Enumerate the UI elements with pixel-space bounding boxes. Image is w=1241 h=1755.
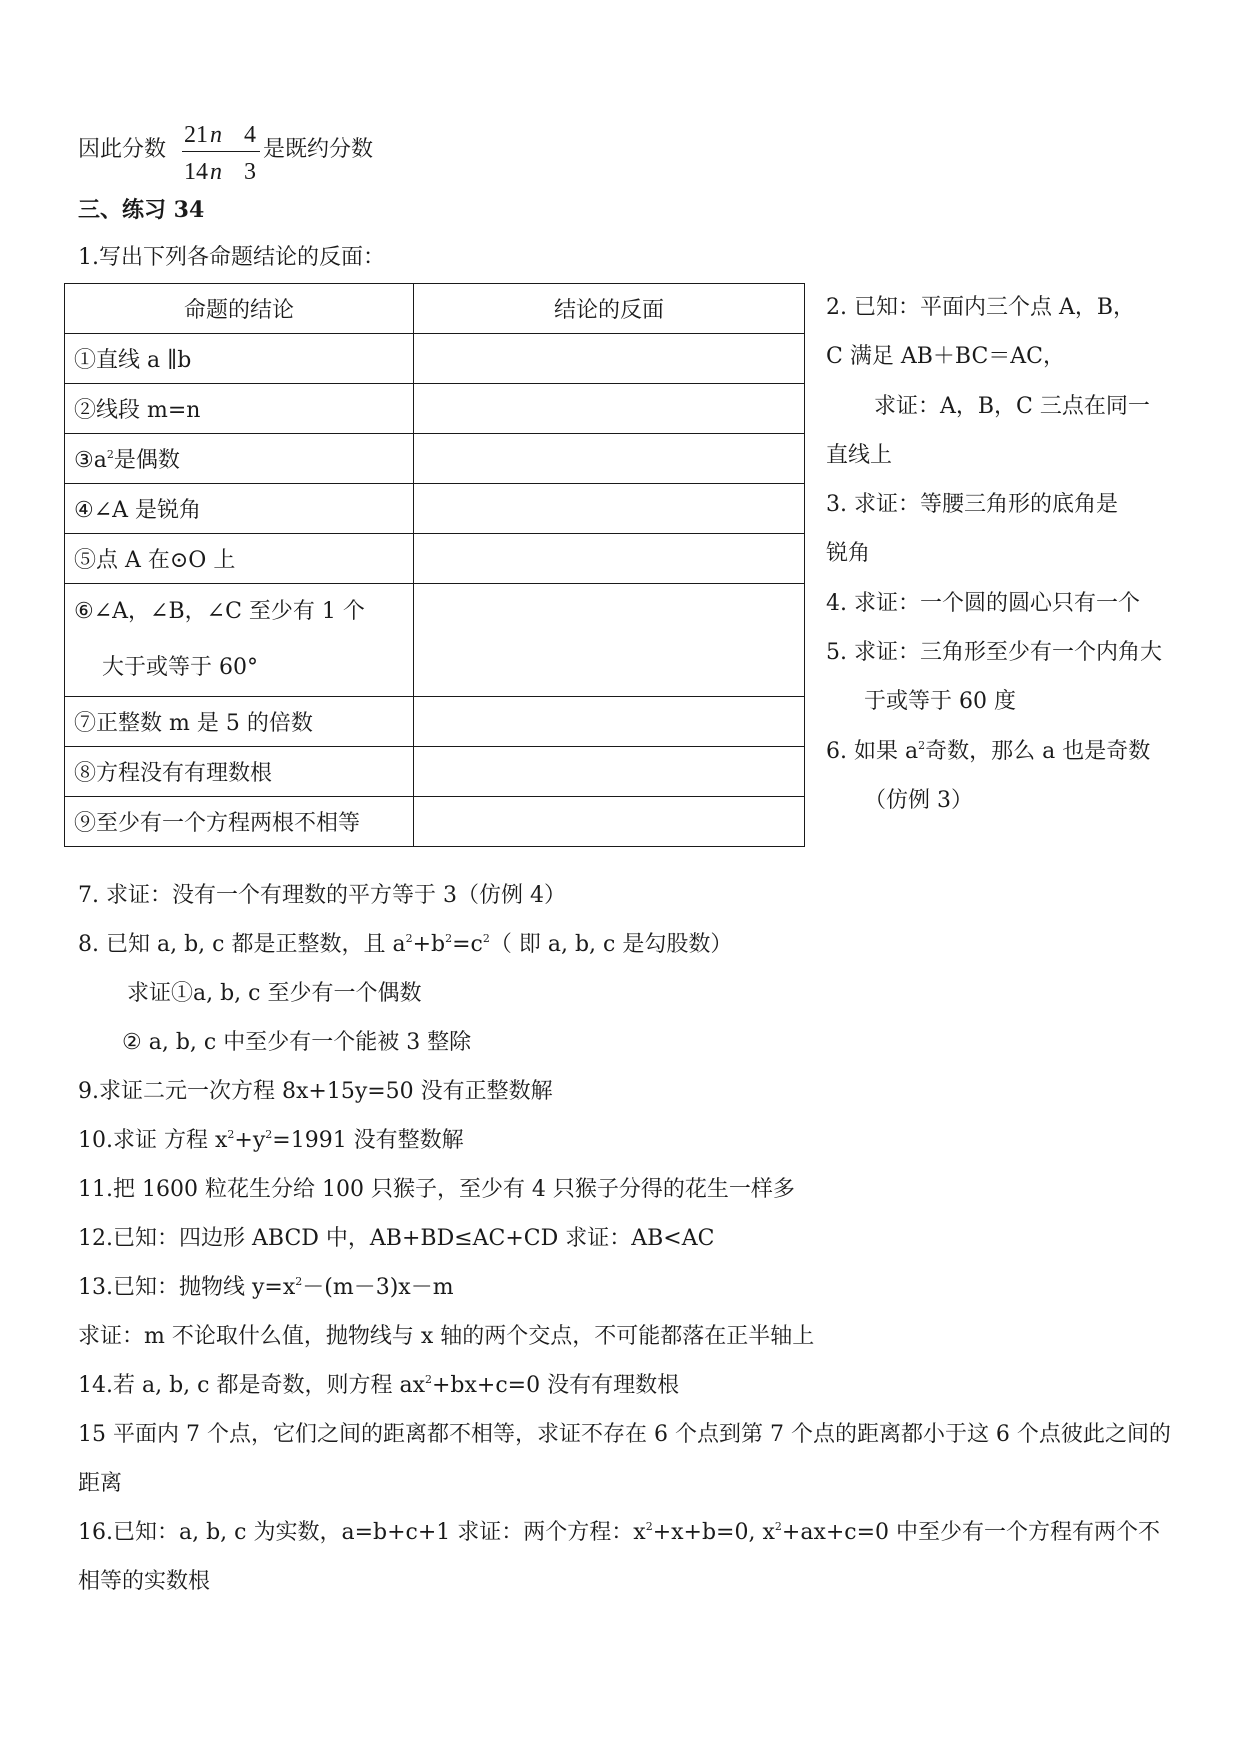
q2-line2: C 满足 AB＋BC＝AC， [826, 344, 1066, 370]
conclusion-cell [65, 584, 414, 697]
fraction-bar [182, 151, 260, 152]
header-conclusion: 命题的结论 [65, 284, 414, 334]
q6-part-b: 奇数，那么 a 也是奇数 （仿例 3） [864, 738, 1151, 813]
fraction-numerator-right: 4 [244, 122, 256, 148]
q13 [78, 1277, 454, 1299]
table-row [65, 434, 805, 484]
q10-exp2: 2 [265, 1128, 273, 1141]
q16-exp1: 2 [645, 1520, 653, 1533]
propositions-table [64, 283, 805, 847]
q8-part-d: （ 即 a, b, c 是勾股数） [489, 932, 733, 957]
intro-prefix: 因此分数 [78, 137, 167, 162]
negation-cell[interactable] [414, 747, 805, 797]
row6-line2: 大于或等于 60° [102, 655, 258, 680]
q8-part-b: +b [412, 932, 446, 957]
fraction-denominator-left: 14 [184, 159, 208, 185]
conclusion-cell: ⑦正整数 m 是 5 的倍数 [65, 697, 414, 747]
negation-cell[interactable] [414, 384, 805, 434]
q8 [78, 934, 732, 956]
q7: 7. 求证：没有一个有理数的平方等于 3（仿例 4） [78, 883, 566, 908]
negation-cell[interactable] [414, 584, 805, 697]
q16-part-a: 16.已知：a, b, c 为实数，a=b+c+1 求证：两个方程：x [78, 1520, 646, 1545]
q14-exp: 2 [424, 1373, 432, 1386]
q8-part-a: 8. 已知 a, b, c 都是正整数，且 a [78, 932, 406, 957]
conclusion-cell: ②线段 m=n [65, 384, 414, 434]
q3-line2: 锐角 [826, 541, 871, 567]
side-questions [826, 283, 1176, 825]
q16-exp2: 2 [774, 1520, 782, 1533]
q16-part-b: +x+b=0, x [652, 1520, 775, 1545]
header-negation: 结论的反面 [414, 284, 805, 334]
q8-exp1: 2 [405, 932, 413, 945]
row6-line1: ⑥∠A，∠B，∠C 至少有 1 个 [74, 599, 365, 624]
negation-cell[interactable] [414, 797, 805, 847]
q14-part-b: +bx+c=0 没有有理数根 [431, 1373, 680, 1398]
table-row [65, 334, 805, 384]
q1-prompt: 1.写出下列各命题结论的反面： [78, 245, 385, 270]
table-row [65, 697, 805, 747]
q16-part-c: +ax+c=0 中至少有一个方程有两个不相等的实数根 [78, 1520, 1161, 1594]
q10 [78, 1130, 464, 1152]
table-row [65, 797, 805, 847]
table-row [65, 484, 805, 534]
negation-cell[interactable] [414, 534, 805, 584]
q2-line1: 2. 已知：平面内三个点 A，B， [826, 295, 1136, 320]
conclusion-cell: ⑨至少有一个方程两根不相等 [65, 797, 414, 847]
q5: 5. 求证：三角形至少有一个内角大于或等于 60 度 [826, 640, 1162, 715]
table-row [65, 584, 805, 697]
q8-part-c: =c [452, 932, 483, 957]
q8-exp3: 2 [482, 932, 490, 945]
table-header-row [65, 284, 805, 334]
conclusion-cell: ⑤点 A 在⊙O 上 [65, 534, 414, 584]
negation-cell[interactable] [414, 697, 805, 747]
negation-cell[interactable] [414, 484, 805, 534]
conclusion-cell [65, 434, 414, 484]
q4: 4. 求证：一个圆的圆心只有一个 [826, 590, 1140, 616]
section-title: 三、练习 34 [78, 197, 205, 223]
q8-proof-1: 求证①a, b, c 至少有一个偶数 [127, 981, 422, 1006]
q8-exp2: 2 [445, 932, 453, 945]
negation-cell[interactable] [414, 334, 805, 384]
q14-part-a: 14.若 a, b, c 都是奇数，则方程 ax [78, 1373, 425, 1398]
q2-line3: 求证：A，B，C 三点在同一 [874, 393, 1150, 419]
fraction-numerator-var: n [210, 122, 222, 148]
conclusion-cell: ⑧方程没有有理数根 [65, 747, 414, 797]
q11: 11.把 1600 粒花生分给 100 只猴子，至少有 4 只猴子分得的花生一样多 [78, 1177, 795, 1202]
fraction-denominator-var: n [210, 159, 222, 185]
q10-exp1: 2 [227, 1128, 235, 1141]
fraction-denominator-right: 3 [244, 159, 256, 185]
negation-cell[interactable] [414, 434, 805, 484]
fraction-numerator-left: 21 [184, 122, 208, 148]
table-row [65, 534, 805, 584]
q13-exp: 2 [295, 1275, 303, 1288]
row3-base: ③a [74, 448, 107, 473]
q6 [826, 727, 1176, 826]
conclusion-cell: ①直线 a ∥b [65, 334, 414, 384]
table-row [65, 384, 805, 434]
q2-line4: 直线上 [826, 442, 893, 468]
q10-part-c: =1991 没有整数解 [272, 1128, 464, 1153]
q10-part-b: +y [234, 1128, 266, 1153]
intro-suffix: 是既约分数 [263, 137, 374, 162]
q16 [78, 1508, 1178, 1606]
row3-tail: 是偶数 [113, 448, 180, 473]
q12: 12.已知：四边形 ABCD 中，AB+BD≤AC+CD 求证：AB<AC [78, 1226, 715, 1251]
q6-exponent: 2 [918, 738, 926, 752]
conclusion-cell: ④∠A 是锐角 [65, 484, 414, 534]
row3-exponent: 2 [106, 448, 114, 461]
q15: 15 平面内 7 个点，它们之间的距离都不相等，求证不存在 6 个点到第 7 个点的距离都小于这 6 个点彼此之间的距离 [78, 1422, 1171, 1496]
q13-line2: 求证：m 不论取什么值，抛物线与 x 轴的两个交点，不可能都落在正半轴上 [78, 1324, 815, 1349]
q8-proof-2: ② a, b, c 中至少有一个能被 3 整除 [122, 1030, 472, 1055]
q3-line1: 3. 求证：等腰三角形的底角是 [826, 492, 1118, 518]
q10-part-a: 10.求证 方程 x [78, 1128, 228, 1153]
q13-part-b: －(m－3)x－m [302, 1275, 454, 1300]
q14 [78, 1375, 679, 1397]
q9: 9.求证二元一次方程 8x+15y=50 没有正整数解 [78, 1079, 553, 1104]
table-row [65, 747, 805, 797]
q13-part-a: 13.已知：抛物线 y=x [78, 1275, 296, 1300]
q6-part-a: 6. 如果 a [826, 738, 919, 764]
